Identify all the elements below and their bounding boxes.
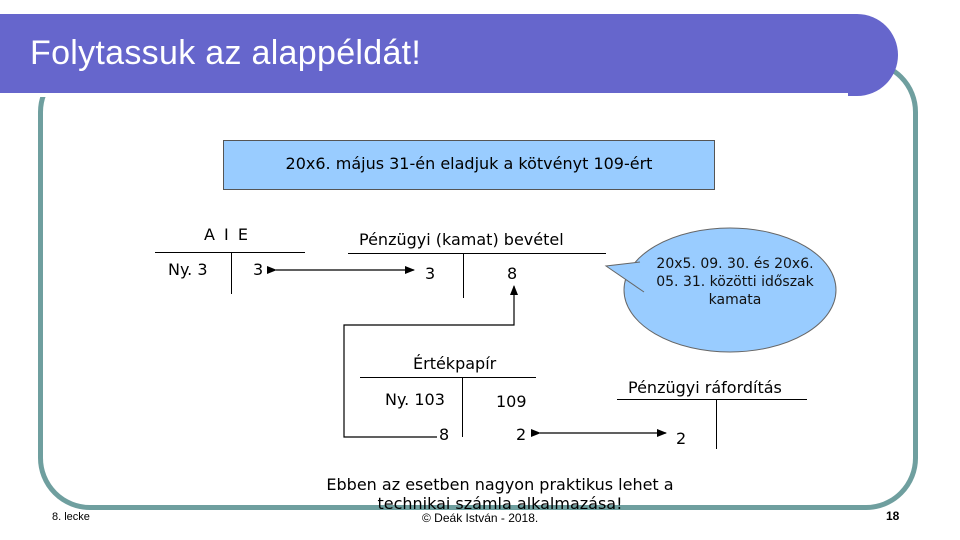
aie-credit-value: 3 — [253, 260, 264, 279]
aie-debit-value: Ny. 3 — [168, 260, 208, 279]
securities-credit-value-2: 2 — [516, 425, 527, 444]
callout-text: 20x5. 09. 30. és 20x6. 05. 31. közötti időszak kamata — [656, 256, 814, 308]
footer-copyright: © Deák István - 2018. — [422, 511, 539, 525]
info-box-text: 20x6. május 31-én eladjuk a kötvényt 109-ért — [285, 154, 653, 173]
financial-expense-debit-value: 2 — [676, 429, 687, 448]
financial-income-credit-value: 8 — [507, 264, 518, 283]
securities-debit-value-2: 8 — [439, 425, 450, 444]
footer-lesson: 8. lecke — [52, 511, 90, 523]
financial-expense-account-title: Pénzügyi ráfordítás — [628, 378, 782, 397]
aie-account-title: A I E — [204, 225, 250, 244]
financial-income-debit-value: 3 — [425, 264, 436, 283]
slide-title: Folytassuk az alappéldát! — [30, 34, 422, 72]
securities-account-title: Értékpapír — [413, 354, 497, 373]
arrow-securities-to-income — [344, 286, 514, 437]
note-text: Ebben az esetben nagyon praktikus lehet a technikai számla alkalmazása! — [326, 475, 674, 513]
page-number: 18 — [886, 509, 900, 523]
securities-credit-value-1: 109 — [496, 392, 527, 411]
securities-debit-value-1: Ny. 103 — [385, 390, 445, 409]
financial-income-account-title: Pénzügyi (kamat) bevétel — [359, 230, 564, 249]
